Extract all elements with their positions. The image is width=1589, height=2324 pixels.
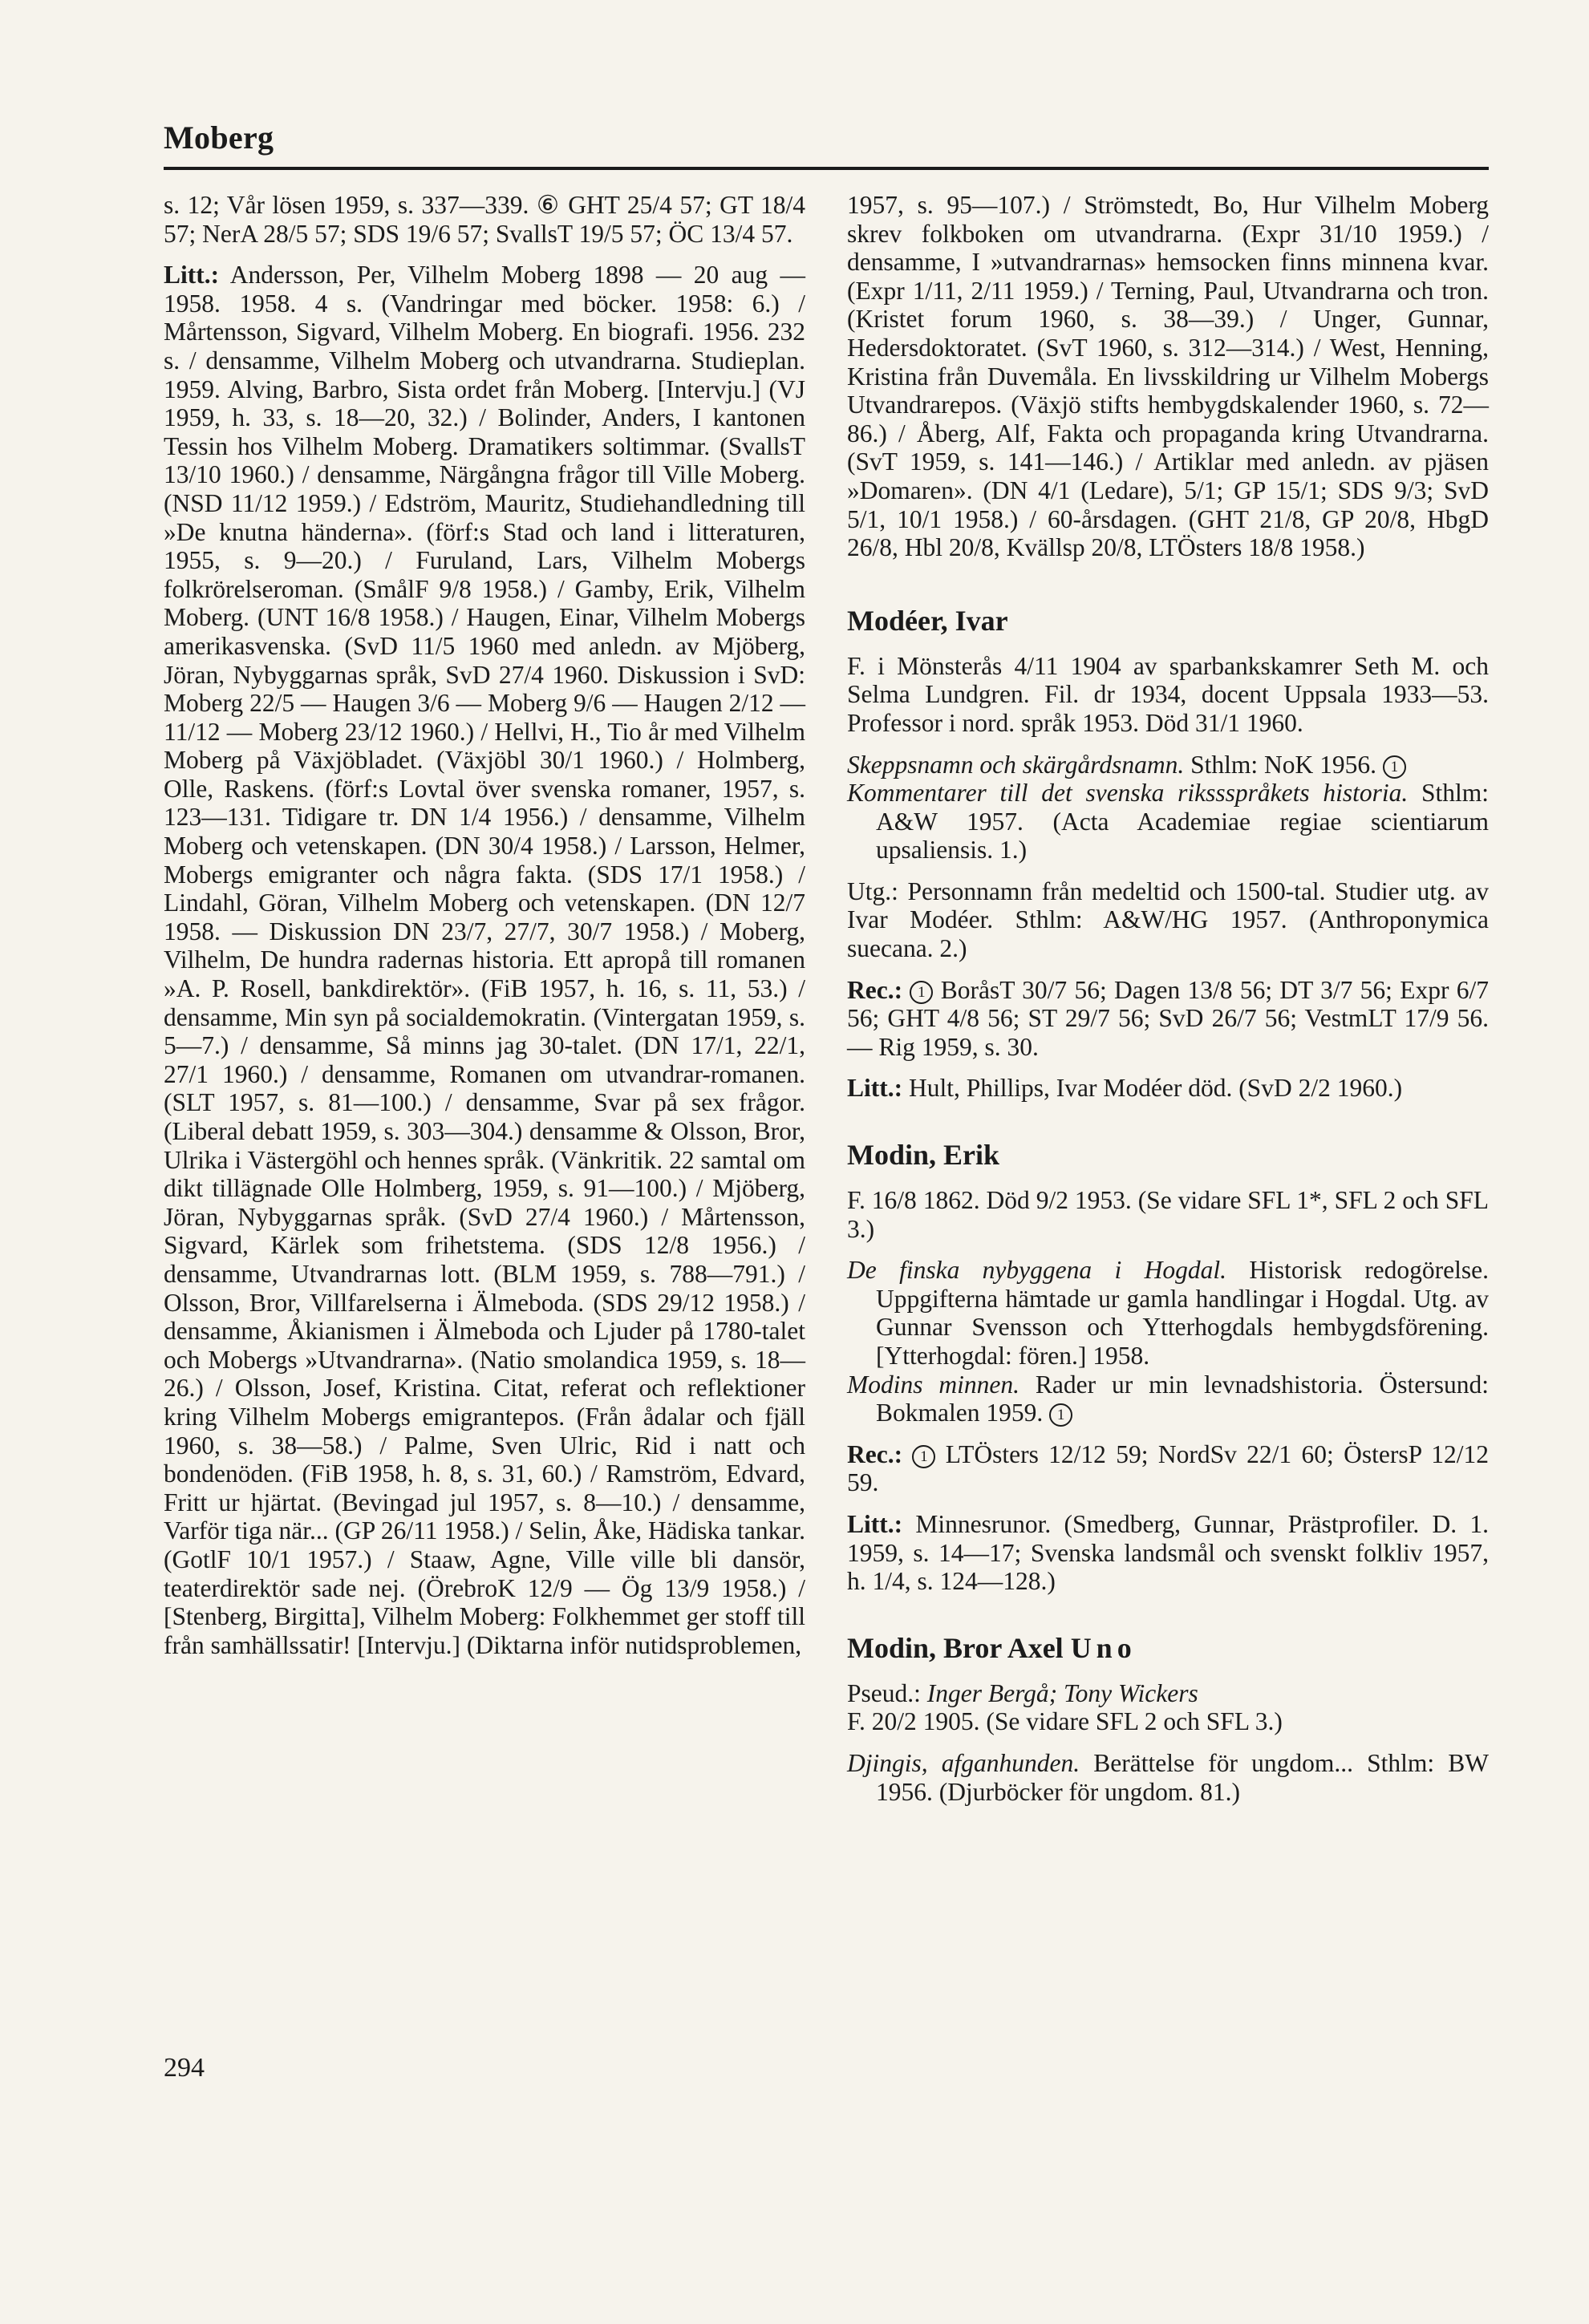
modeer-literature <box>847 1074 1489 1103</box>
pseud-label: Pseud.: <box>847 1678 921 1707</box>
work-details: Sthlm: NoK 1956. <box>1190 750 1377 779</box>
modin-erik-bio: F. 16/8 1862. Död 9/2 1953. (Se vidare SFL 1*, SFL 2 och SFL 3.) <box>847 1186 1489 1243</box>
moberg-reviews-continuation: s. 12; Vår lösen 1959, s. 337—339. ⑥ GHT 25/4 57; GT 18/4 57; NerA 28/5 57; SDS 19/6 57; SvallsT 19/5 57; ÖC 13/4 57. <box>164 191 805 248</box>
rec-label: Rec.: <box>847 1439 903 1468</box>
modin-bror-pseudonyms <box>847 1679 1489 1708</box>
page-number: 294 <box>164 2053 205 2083</box>
entry-heading-modin-bror <box>847 1631 1489 1665</box>
litt-label: Litt.: <box>847 1509 903 1538</box>
modin-bror-bio: F. 20/2 1905. (Se vidare SFL 2 och SFL 3.) <box>847 1707 1283 1736</box>
moberg-literature <box>164 261 805 1659</box>
litt-text: Minnesrunor. (Smedberg, Gunnar, Prästprofiler. D. 1. 1959, s. 14—17; Svenska landsmål och svenskt folkliv 1957, h. 1/4, s. 124—128.) <box>847 1509 1489 1596</box>
modeer-reviews <box>847 976 1489 1062</box>
rec-text: LTÖsters 12/12 59; NordSv 22/1 60; ÖstersP 12/12 59. <box>847 1439 1490 1497</box>
work-title: De finska nybyggena i Hogdal. <box>847 1256 1226 1285</box>
running-head: Moberg <box>164 119 274 156</box>
modeer-utg <box>847 877 1489 963</box>
work-details: Historisk redogörelse. Uppgifterna hämtade ur gamla handlingar i Hogdal. Utg. av Gunnar Svensson och Ytterhogdals hembygdsförening. [Ytterhogdal: fören.] 1958. <box>876 1256 1490 1370</box>
work-details: Rader ur min levnadshistoria. Östersund: Bokmalen 1959. <box>876 1370 1490 1427</box>
work-title: Skeppsnamn och skärgårdsnamn. <box>847 750 1185 779</box>
work-title: Kommentarer till det svenska rikssspråkets historia. <box>847 779 1409 808</box>
modeer-bio: F. i Mönsterås 4/11 1904 av sparbankskamrer Seth M. och Selma Lundgren. Fil. dr 1934, docent Uppsala 1933—53. Professor i nord. språk 1953. Död 31/1 1960. <box>847 651 1489 737</box>
rec-label: Rec.: <box>847 975 903 1004</box>
moberg-literature-continuation: 1957, s. 95—107.) / Strömstedt, Bo, Hur Vilhelm Moberg skrev folkboken om utvandrarna. (Expr 31/10 1959.) / densamme, I »utvandrarnas» hemsocken finns minnena kvar. (Expr 1/11, 2/11 1959.) / Terning, Paul, Utvandrarna och tron. (Kristet forum 1960, s. 38—39.) / Unger, Gunnar, Hedersdoktoratet. (SvT 1960, s. 312—314.) / West, Henning, Kristina från Duvemåla. En livsskildring ur Vilhelm Mobergs Utvandrarepos. (Växjö stifts hembygdskalender 1960, s. 72—86.) / Åberg, Alf, Fakta och propaganda kring Utvandrarna. (SvT 1959, s. 141—146.) / Artiklar med anledn. av pjäsen »Domaren». (DN 4/1 (Ledare), 5/1; GP 15/1; SDS 9/3; SvD 5/1, 10/1 1958.) / 60-årsdagen. (GHT 21/8, GP 20/8, HbgD 26/8, Hbl 20/8, Kvällsp 20/8, LTÖsters 18/8 1958.) <box>847 191 1489 562</box>
modeer-work-2 <box>847 779 1489 864</box>
entry-name-spaced: Uno <box>1070 1631 1137 1664</box>
litt-label: Litt.: <box>164 261 220 289</box>
utg-text: Personnamn från medeltid och 1500-tal. Studier utg. av Ivar Modéer. Sthlm: A&W/HG 1957. (Anthroponymica suecana. 2.) <box>847 877 1490 963</box>
work-details: Sthlm: A&W 1957. (Acta Academiae regiae scientiarum upsaliensis. 1.) <box>876 779 1489 864</box>
modin-erik-reviews <box>847 1440 1489 1497</box>
work-title: Modins minnen. <box>847 1370 1019 1399</box>
entry-heading-modin-erik: Modin, Erik <box>847 1139 1000 1172</box>
modeer-work-1 <box>847 751 1489 779</box>
rec-text: BoråsT 30/7 56; Dagen 13/8 56; DT 3/7 56; Expr 6/7 56; GHT 4/8 56; ST 29/7 56; SvD 26/7 56; VestmLT 17/9 56. — Rig 1959, s. 30. <box>847 975 1490 1061</box>
litt-text: Hult, Phillips, Ivar Modéer död. (SvD 2/2 1960.) <box>908 1074 1403 1103</box>
left-column <box>164 191 805 1672</box>
utg-label: Utg.: <box>847 877 898 905</box>
circled-one-icon: 1 <box>1383 755 1406 779</box>
modin-erik-work-1 <box>847 1256 1489 1370</box>
pseud-text: Inger Bergå; Tony Wickers <box>926 1678 1198 1707</box>
modin-bror-work-1 <box>847 1749 1489 1806</box>
entry-heading-modeer: Modéer, Ivar <box>847 604 1008 637</box>
modin-erik-work-2 <box>847 1371 1489 1427</box>
right-column <box>847 191 1489 1806</box>
entry-name: Modin, Bror Axel <box>847 1631 1064 1664</box>
circled-one-icon: 1 <box>910 981 933 1004</box>
header-rule <box>164 167 1489 170</box>
circled-one-icon: 1 <box>912 1445 935 1468</box>
litt-label: Litt.: <box>847 1074 903 1103</box>
litt-text: Andersson, Per, Vilhelm Moberg 1898 — 20 aug — 1958. 1958. 4 s. (Vandringar med böcker. 1958: 6.) / Mårtensson, Sigvard, Vilhelm Moberg. En biografi. 1956. 232 s. / densamme, Vilhelm Moberg och utvandrarna. Studieplan. 1959. Alving, Barbro, Sista ordet från Moberg. [Intervju.] (VJ 1959, h. 33, s. 18—20, 32.) / Bolinder, Anders, I kantonen Tessin hos Vilhelm Moberg. Dramatikers soltimmar. (SvallsT 13/10 1960.) / densamme, Närgångna frågor till Ville Moberg. (NSD 11/12 1959.) / Edström, Mauritz, Studiehandledning till »De knutna händerna». (förf:s Stad och land i litteraturen, 1955, s. 9—20.) / Furuland, Lars, Vilhelm Mobergs folkrörelseroman. (SmålF 9/8 1958.) / Gamby, Erik, Vilhelm Moberg. (UNT 16/8 1958.) / Haugen, Einar, Vilhelm Mobergs amerikasvenska. (SvD 11/5 1960 med anledn. av Mjöberg, Jöran, Nybyggarnas språk, SvD 27/4 1960. Diskussion i SvD: Moberg 22/5 — Haugen 3/6 — Moberg 9/6 — Haugen 2/12 — 11/12 — Moberg 23/12 1960.) / Hellvi, H., Tio år med Vilhelm Moberg på Växjöbladet. (Växjöbl 30/1 1960.) / Holmberg, Olle, Raskens. (förf:s Lovtal över svenska romaner, 1957, s. 123—131. Tidigare tr. DN 1/4 1956.) / densamme, Vilhelm Moberg och vetenskapen. (DN 30/4 1958.) / Larsson, Helmer, Mobergs emigranter och några fakta. (SDS 17/1 1958.) / Lindahl, Göran, Vilhelm Moberg och vetenskapen. (DN 12/7 1958. — Diskussion DN 23/7, 27/7, 30/7 1958.) / Moberg, Vilhelm, De hundra radernas historia. Ett apropå till romanen »A. P. Rosell, bankdirektör». (FiB 1957, h. 16, s. 11, 53.) / densamme, Min syn på socialdemokratin. (Vintergatan 1959, s. 5—7.) / densamme, Så minns jag 30-talet. (DN 17/1, 22/1, 27/1 1960.) / densamme, Romanen om utvandrar-romanen. (SLT 1957, s. 81—100.) / densamme, Svar på sex frågor. (Liberal debatt 1959, s. 303—304.) densamme & Olsson, Bror, Ulrika i Västergöhl och hennes språk. (Vänkritik. 22 samtal om dikt tillägnade Olle Holmberg, 1959, s. 91—100.) / Mjöberg, Jöran, Nybyggarnas språk. (SvD 27/4 1960.) / Mårtensson, Sigvard, Kärlek som frihetstema. (SDS 12/8 1956.) / densamme, Utvandrarnas lott. (BLM 1959, s. 788—791.) / Olsson, Bror, Villfarelserna i Älmeboda. (SDS 29/12 1958.) / densamme, Åkianismen i Älmeboda och Ljuder på 1780-talet och Mobergs »Utvandrarna». (Natio smolandica 1959, s. 18—26.) / Olsson, Josef, Kristina. Citat, referat och reflektioner kring Vilhelm Mobergs emigrantepos. (Från ådalar och fjäll 1960, s. 38—58.) / Palme, Sven Ulric, Rid i natt och bondenöden. (FiB 1958, h. 8, s. 31, 60.) / Ramström, Edvard, Fritt ur hjärtat. (Bevingad jul 1957, s. 8—10.) / densamme, Varför tiga när... (GP 26/11 1958.) / Selin, Åke, Hädiska tankar. (GotlF 10/1 1957.) / Staaw, Agne, Ville ville bli dansör, teaterdirektör sade nej. (ÖrebroK 12/9 — Ög 13/9 1958.) / [Stenberg, Birgitta], Vilhelm Moberg: Folkhemmet ger stoff till från samhällssatir! [Intervju.] (Diktarna inför nutidsproblemen, <box>164 261 805 1659</box>
modin-erik-literature <box>847 1510 1489 1596</box>
work-details: Berättelse för ungdom... Sthlm: BW 1956. (Djurböcker för ungdom. 81.) <box>876 1748 1490 1806</box>
work-title: Djingis, afganhunden. <box>847 1748 1080 1777</box>
circled-one-icon: 1 <box>1049 1403 1072 1427</box>
